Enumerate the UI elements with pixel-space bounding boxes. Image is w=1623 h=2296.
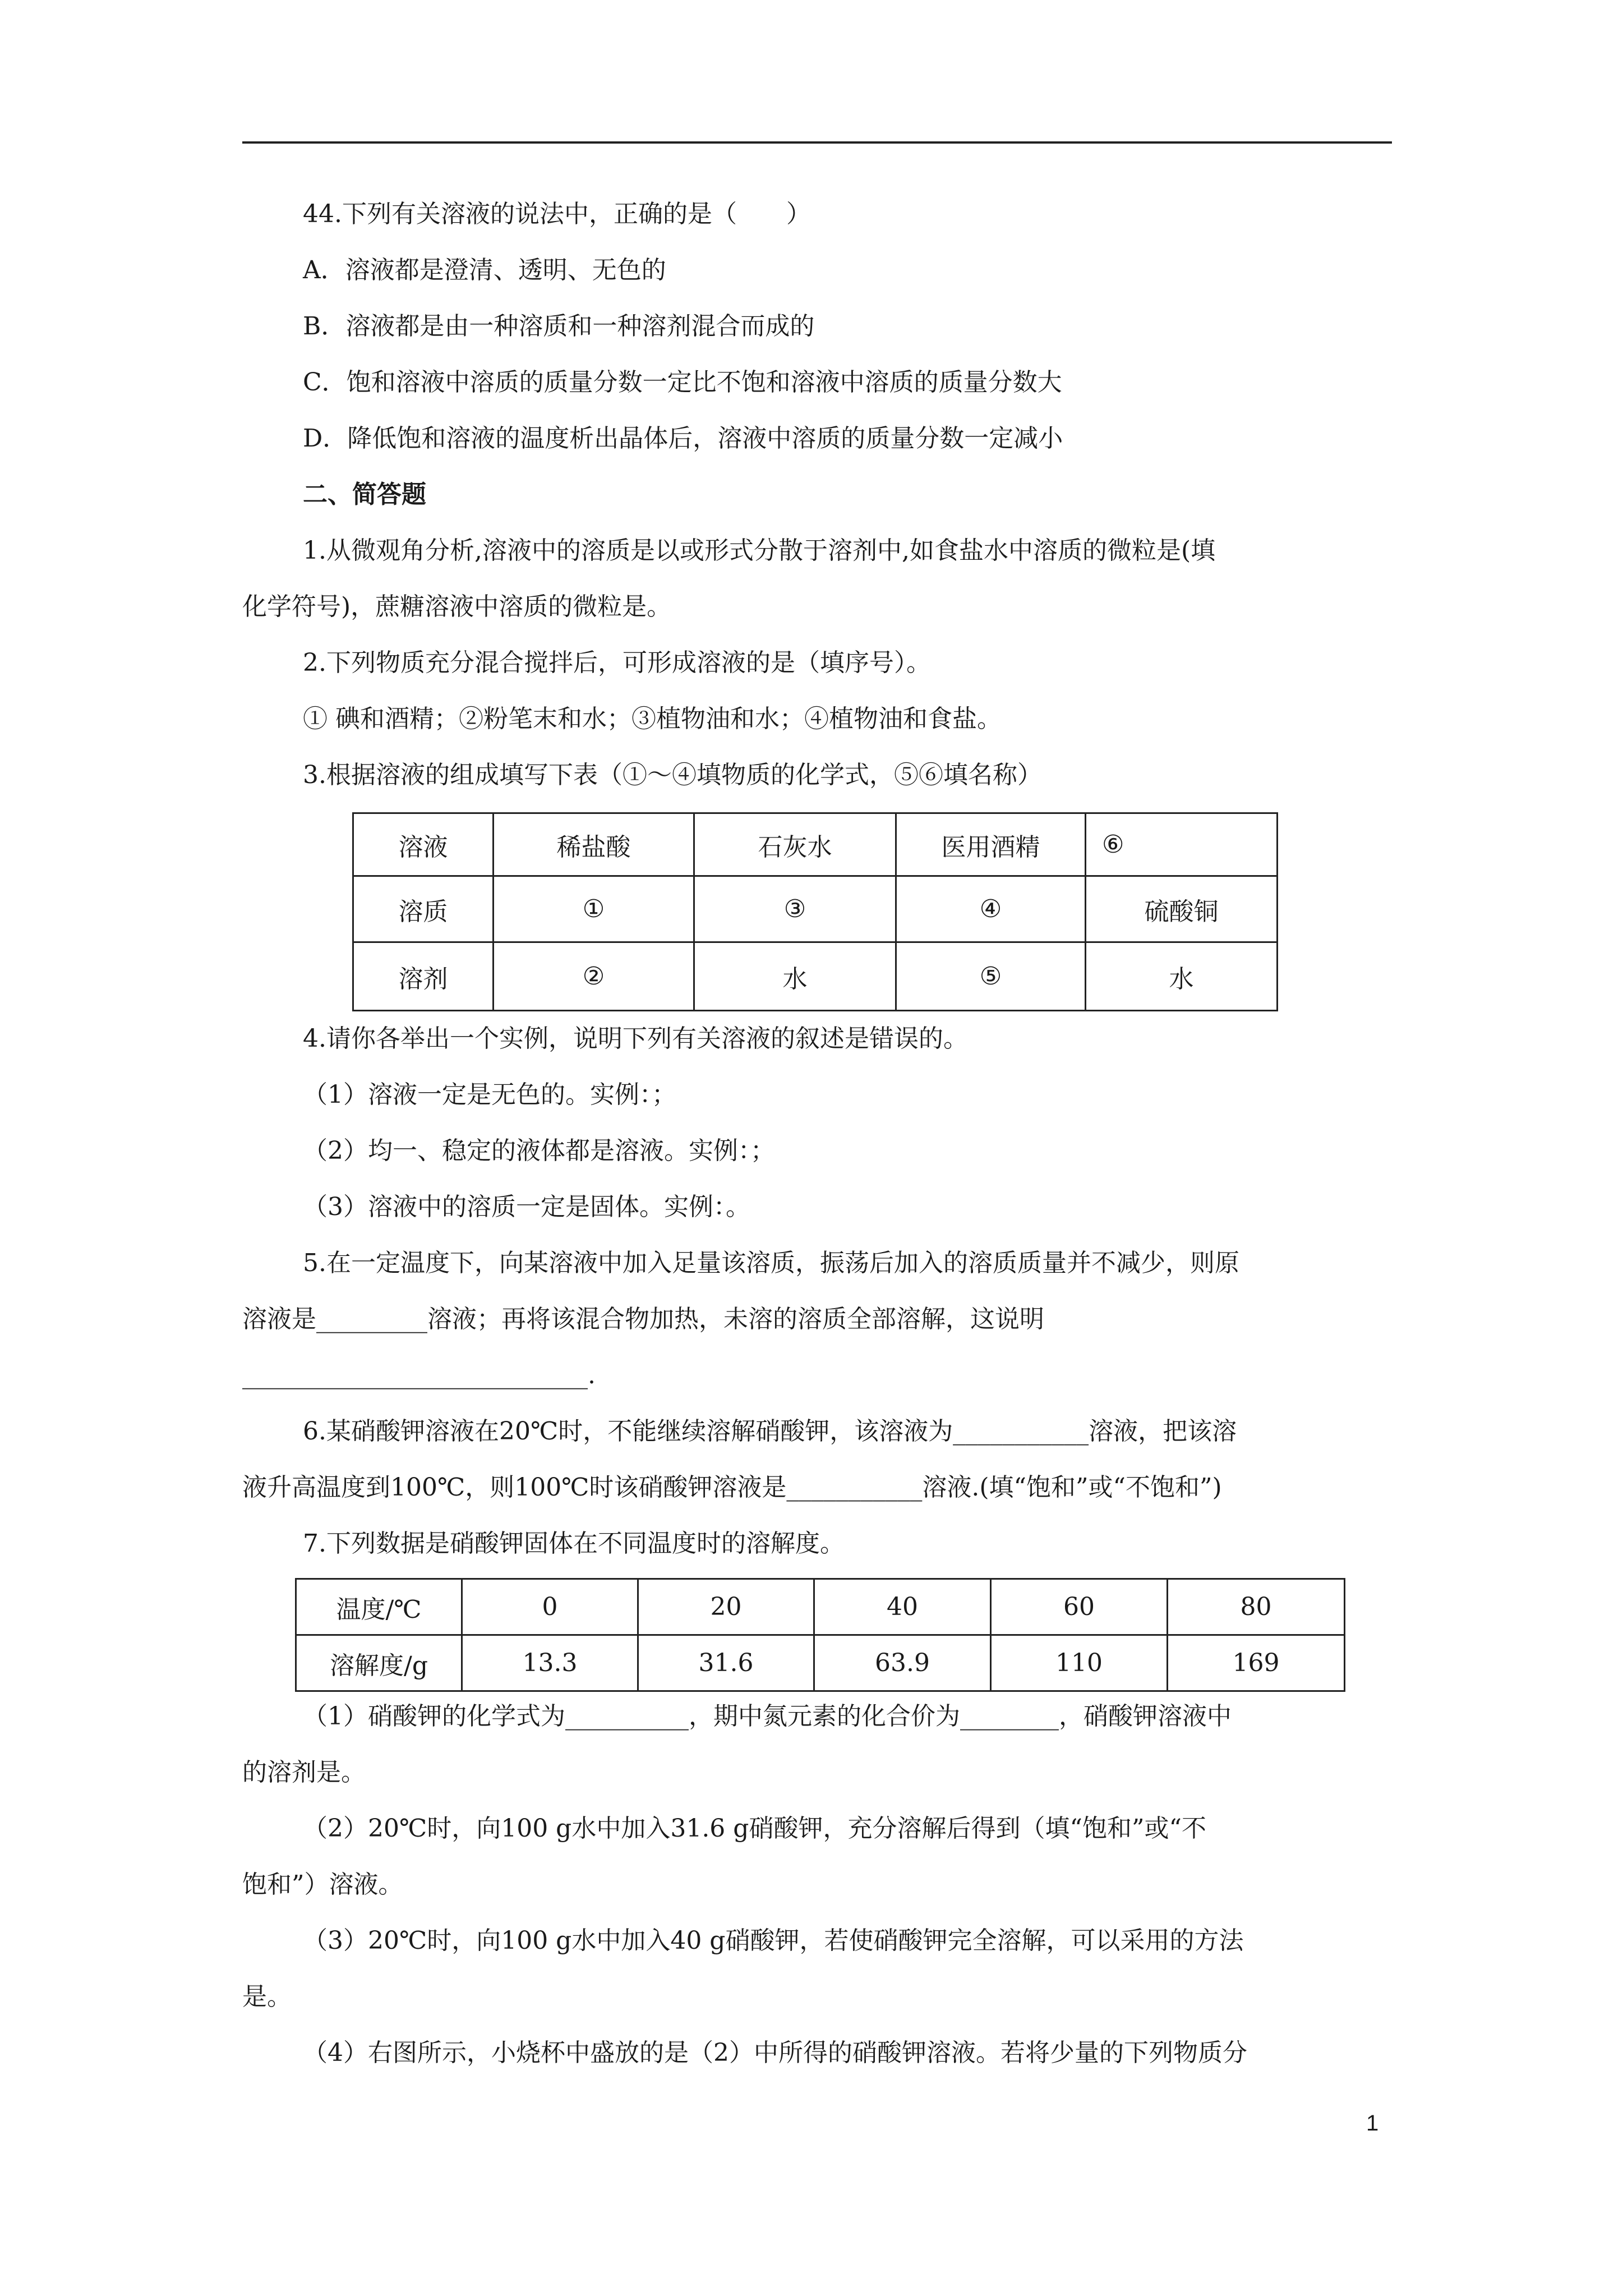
- table-cell: 60: [991, 1579, 1168, 1635]
- table-row: [353, 813, 1278, 876]
- q7-part2-line1: （2）20℃时，向100 g水中加入31.6 g硝酸钾，充分溶解后得到（填“饱和”或“不: [303, 1814, 1206, 1843]
- table-cell: 0: [462, 1579, 638, 1635]
- q5-line1: 5.在一定温度下，向某溶液中加入足量该溶质，振荡后加入的溶质质量并不减少，则原: [303, 1249, 1239, 1277]
- table-cell: 13.3: [462, 1635, 638, 1691]
- table-cell: 溶质: [353, 876, 494, 942]
- q2-options: ① 碘和酒精；②粉笔末和水；③植物油和水；④植物油和食盐。: [303, 705, 1002, 733]
- table-row: [296, 1579, 1345, 1635]
- table-row: [353, 876, 1278, 942]
- table-cell: 石灰水: [694, 813, 896, 876]
- q7-solubility-table: [295, 1578, 1345, 1692]
- q7-stem: 7.下列数据是硝酸钾固体在不同温度时的溶解度。: [303, 1529, 845, 1558]
- table-cell: 溶解度/g: [296, 1635, 462, 1691]
- table-cell: 稀盐酸: [494, 813, 694, 876]
- page-number: 1: [1366, 2111, 1379, 2136]
- table-cell: ②: [494, 942, 694, 1011]
- q44-option-d: D．降低饱和溶液的温度析出晶体后，溶液中溶质的质量分数一定减小: [303, 424, 1063, 453]
- table-cell: ③: [694, 876, 896, 942]
- table-cell: ①: [494, 876, 694, 942]
- q4-stem: 4.请你各举出一个实例，说明下列有关溶液的叙述是错误的。: [303, 1024, 968, 1053]
- table-cell: 63.9: [814, 1635, 991, 1691]
- q7-part1-line1: （1）硝酸钾的化学式为__________，期中氮元素的化合价为________，硝酸钾溶液中: [303, 1702, 1232, 1731]
- q5-line3: ____________________________.: [242, 1361, 596, 1389]
- q1-line1: 1.从微观角分析,溶液中的溶质是以或形式分散于溶剂中,如食盐水中溶质的微粒是(填: [303, 536, 1216, 565]
- q3-composition-table: [352, 812, 1278, 1011]
- section-heading: 二、简答题: [303, 480, 426, 509]
- table-cell: 169: [1168, 1635, 1345, 1691]
- q44-stem: 44.下列有关溶液的说法中，正确的是（ ）: [303, 200, 811, 228]
- q4-item-3: （3）溶液中的溶质一定是固体。实例：。: [303, 1193, 750, 1221]
- table-cell: 溶液: [353, 813, 494, 876]
- q6-line1: 6.某硝酸钾溶液在20℃时，不能继续溶解硝酸钾，该溶液为___________溶液，把该溶: [303, 1417, 1237, 1446]
- table-cell: 31.6: [638, 1635, 814, 1691]
- q1-line2: 化学符号)，蔗糖溶液中溶质的微粒是。: [242, 592, 672, 621]
- table-cell: 医用酒精: [896, 813, 1086, 876]
- q7-part1-line2: 的溶剂是。: [242, 1758, 366, 1787]
- q7-part3-line1: （3）20℃时，向100 g水中加入40 g硝酸钾，若使硝酸钾完全溶解，可以采用的方法: [303, 1926, 1244, 1955]
- q6-line2: 液升高温度到100℃，则100℃时该硝酸钾溶液是___________溶液.(填“饱和”或“不饱和”): [242, 1473, 1222, 1502]
- header-rule: [242, 141, 1392, 144]
- table-cell: ⑥: [1086, 813, 1278, 876]
- q44-option-a: A．溶液都是澄清、透明、无色的: [303, 256, 666, 284]
- q44-option-c: C．饱和溶液中溶质的质量分数一定比不饱和溶液中溶质的质量分数大: [303, 368, 1062, 397]
- table-cell: 水: [1086, 942, 1278, 1011]
- table-cell: 20: [638, 1579, 814, 1635]
- q44-option-b: B．溶液都是由一种溶质和一种溶剂混合而成的: [303, 312, 815, 341]
- q7-part4-line1: （4）右图所示，小烧杯中盛放的是（2）中所得的硝酸钾溶液。若将少量的下列物质分: [303, 2039, 1247, 2067]
- q3-stem: 3.根据溶液的组成填写下表（①～④填物质的化学式，⑤⑥填名称）: [303, 761, 1042, 789]
- table-cell: 110: [991, 1635, 1168, 1691]
- q4-item-1: （1）溶液一定是无色的。实例：；: [303, 1080, 676, 1109]
- table-cell: 温度/℃: [296, 1579, 462, 1635]
- table-cell: 硫酸铜: [1086, 876, 1278, 942]
- table-cell: 溶剂: [353, 942, 494, 1011]
- q5-line2: 溶液是_________溶液；再将该混合物加热，未溶的溶质全部溶解，这说明: [242, 1305, 1044, 1333]
- q4-item-2: （2）均一、稳定的液体都是溶液。实例：；: [303, 1137, 775, 1165]
- q7-part3-line2: 是。: [242, 1982, 292, 2011]
- table-cell: ⑤: [896, 942, 1086, 1011]
- table-row: [353, 942, 1278, 1011]
- table-cell: 水: [694, 942, 896, 1011]
- table-cell: 80: [1168, 1579, 1345, 1635]
- table-cell: 40: [814, 1579, 991, 1635]
- q7-part2-line2: 饱和”）溶液。: [242, 1870, 403, 1899]
- q2-stem: 2.下列物质充分混合搅拌后，可形成溶液的是（填序号）。: [303, 648, 931, 677]
- table-cell: ④: [896, 876, 1086, 942]
- table-row: [296, 1635, 1345, 1691]
